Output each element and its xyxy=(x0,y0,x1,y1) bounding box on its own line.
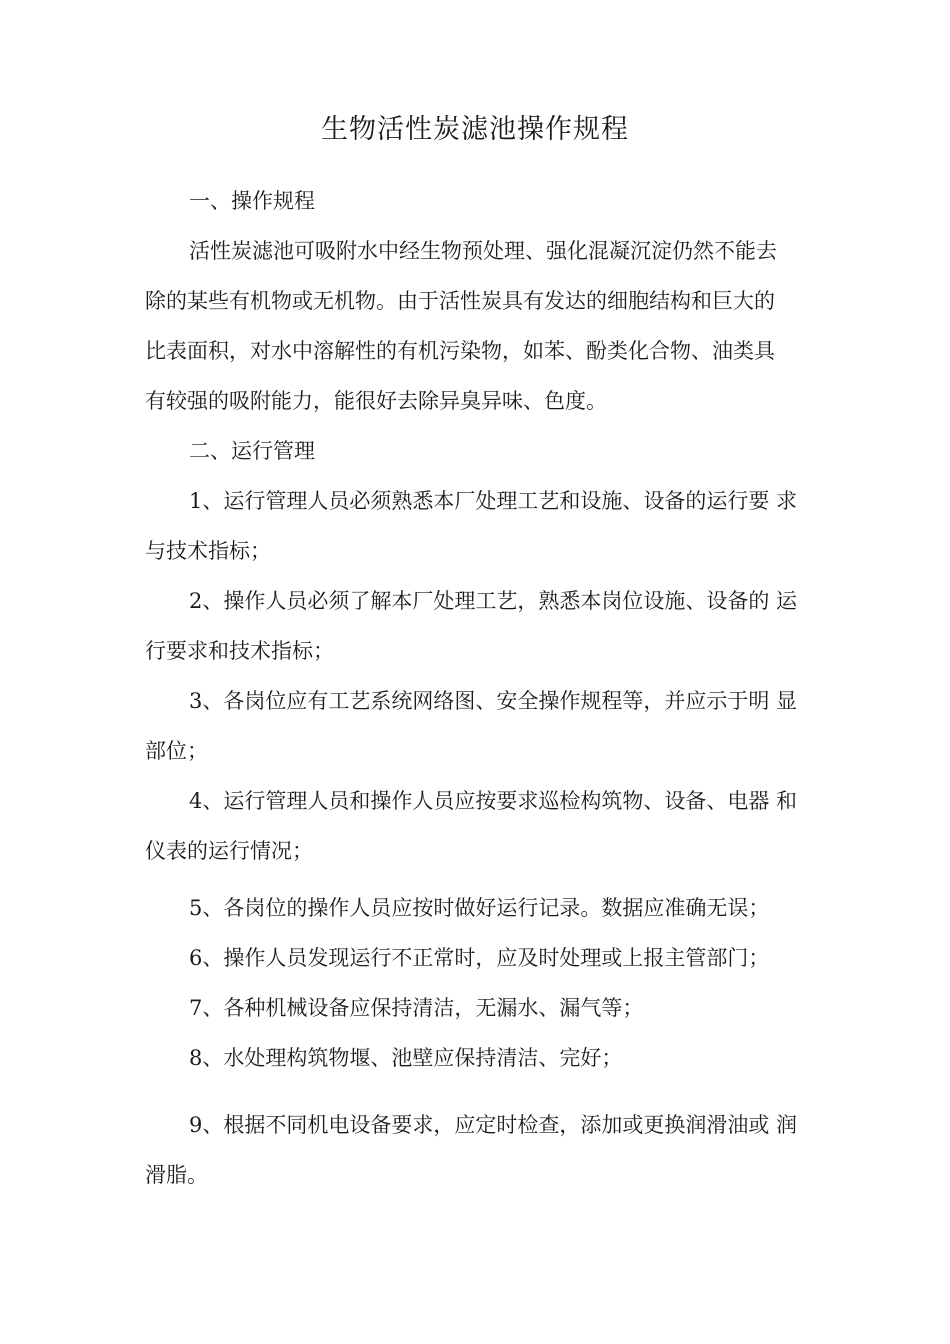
list-item-line: 行要求和技术指标； xyxy=(145,639,334,663)
paragraph-line: 比表面积，对水中溶解性的有机污染物，如苯、酚类化合物、油类具 xyxy=(145,339,775,363)
list-item-line: 2、操作人员必须了解本厂处理工艺，熟悉本岗位设施、设备的 运 xyxy=(189,589,798,613)
list-item-line: 9、根据不同机电设备要求，应定时检查，添加或更换润滑油或 润 xyxy=(189,1113,798,1137)
list-item-line: 滑脂。 xyxy=(145,1163,208,1187)
paragraph-line: 活性炭滤池可吸附水中经生物预处理、强化混凝沉淀仍然不能去 xyxy=(189,239,777,263)
list-item-line: 部位； xyxy=(145,739,208,763)
section-heading-operation: 一、操作规程 xyxy=(189,189,315,213)
list-item-line: 1、运行管理人员必须熟悉本厂处理工艺和设施、设备的运行要 求 xyxy=(189,489,798,513)
list-item-line: 5、各岗位的操作人员应按时做好运行记录。数据应准确无误； xyxy=(189,896,770,920)
section-heading-management: 二、运行管理 xyxy=(189,439,315,463)
paragraph-line: 除的某些有机物或无机物。由于活性炭具有发达的细胞结构和巨大的 xyxy=(145,289,775,313)
list-item-line: 仪表的运行情况； xyxy=(145,839,313,863)
list-item-line: 8、水处理构筑物堰、池壁应保持清洁、完好； xyxy=(189,1046,623,1070)
paragraph-line: 有较强的吸附能力，能很好去除异臭异味、色度。 xyxy=(145,389,607,413)
list-item-line: 3、各岗位应有工艺系统网络图、安全操作规程等，并应示于明 显 xyxy=(189,689,798,713)
list-item-line: 6、操作人员发现运行不正常时，应及时处理或上报主管部门； xyxy=(189,946,770,970)
list-item-line: 4、运行管理人员和操作人员应按要求巡检构筑物、设备、电器 和 xyxy=(189,789,798,813)
page-title: 生物活性炭滤池操作规程 xyxy=(321,114,629,145)
list-item-line: 7、各种机械设备应保持清洁，无漏水、漏气等； xyxy=(189,996,644,1020)
list-item-line: 与技术指标； xyxy=(145,539,271,563)
